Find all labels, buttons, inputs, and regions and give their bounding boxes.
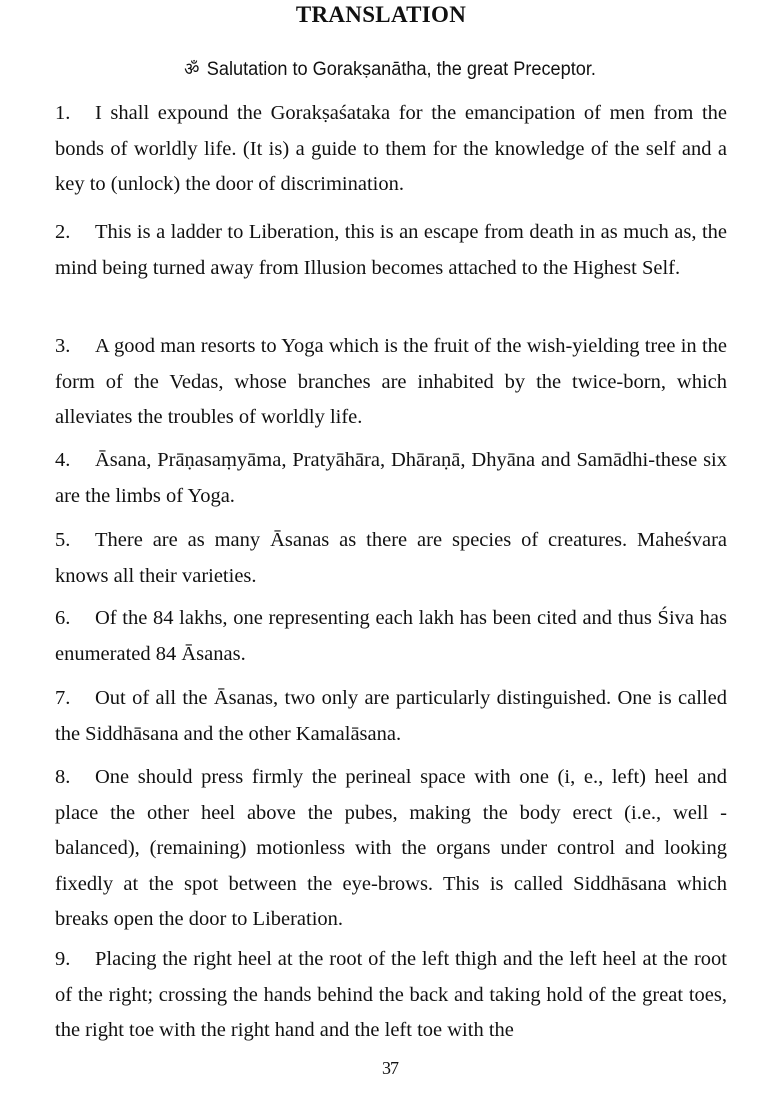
verse-text: Āsana, Prāṇasaṃyāma, Pratyāhāra, Dhāraṇā, Dhyāna and Samādhi-these six are the limbs of Yoga. [55,449,727,507]
verse-7 [55,681,727,752]
invocation-text: Salutation to Gorakṣanātha, the great Preceptor. [206,58,596,80]
verse-number: 7. [55,687,71,709]
verse-text: Of the 84 lakhs, one representing each lakh has been cited and thus Śiva has enumerated 84 Āsanas. [55,607,727,665]
verse-9 [55,942,727,1049]
verse-text: Placing the right heel at the root of the left thigh and the left heel at the root of the right; crossing the hands behind the back and taking hold of the great toes, the right toe with the right hand and the left toe with the [55,948,727,1041]
verse-number: 5. [55,529,71,551]
verse-text: Out of all the Āsanas, two only are particularly distinguished. One is called the Siddhāsana and the other Kamalāsana. [55,687,727,745]
verse-5 [55,523,727,594]
verse-number: 3. [55,335,71,357]
verse-number: 9. [55,948,71,970]
verse-number: 8. [55,766,71,788]
verse-4 [55,443,727,514]
om-symbol-icon: ॐ [184,59,200,79]
verse-text: One should press firmly the perineal space with one (i, e., left) heel and place the other heel above the pubes, making the body erect (i.e., well - balanced), (remaining) motionless with the organs under control and looking fixedly at the spot between the eye-brows. This is called Siddhāsana which breaks open the door to Liberation. [55,766,727,930]
verse-text: This is a ladder to Liberation, this is an escape from death in as much as, the mind being turned away from Illusion becomes attached to the Highest Self. [55,221,727,279]
page-title: TRANSLATION [295,2,467,27]
verse-3 [55,329,727,436]
page-number: 37 [382,1058,398,1078]
verse-1 [55,96,727,203]
invocation-line [27,57,752,81]
verse-8 [55,760,727,938]
verse-text: There are as many Āsanas as there are species of creatures. Maheśvara knows all their varieties. [55,529,727,587]
verse-text: I shall expound the Gorakṣaśataka for the emancipation of men from the bonds of worldly life. (It is) a guide to them for the knowledge of the self and a key to (unlock) the door of discrimination. [55,102,727,195]
verse-text: A good man resorts to Yoga which is the fruit of the wish-yielding tree in the form of the Vedas, whose branches are inhabited by the twice-born, which alleviates the troubles of worldly life. [55,335,727,428]
verse-number: 2. [55,221,71,243]
verse-number: 1. [55,102,71,124]
verse-6 [55,601,727,672]
verse-number: 6. [55,607,71,629]
verse-2 [55,215,727,286]
verse-number: 4. [55,449,71,471]
